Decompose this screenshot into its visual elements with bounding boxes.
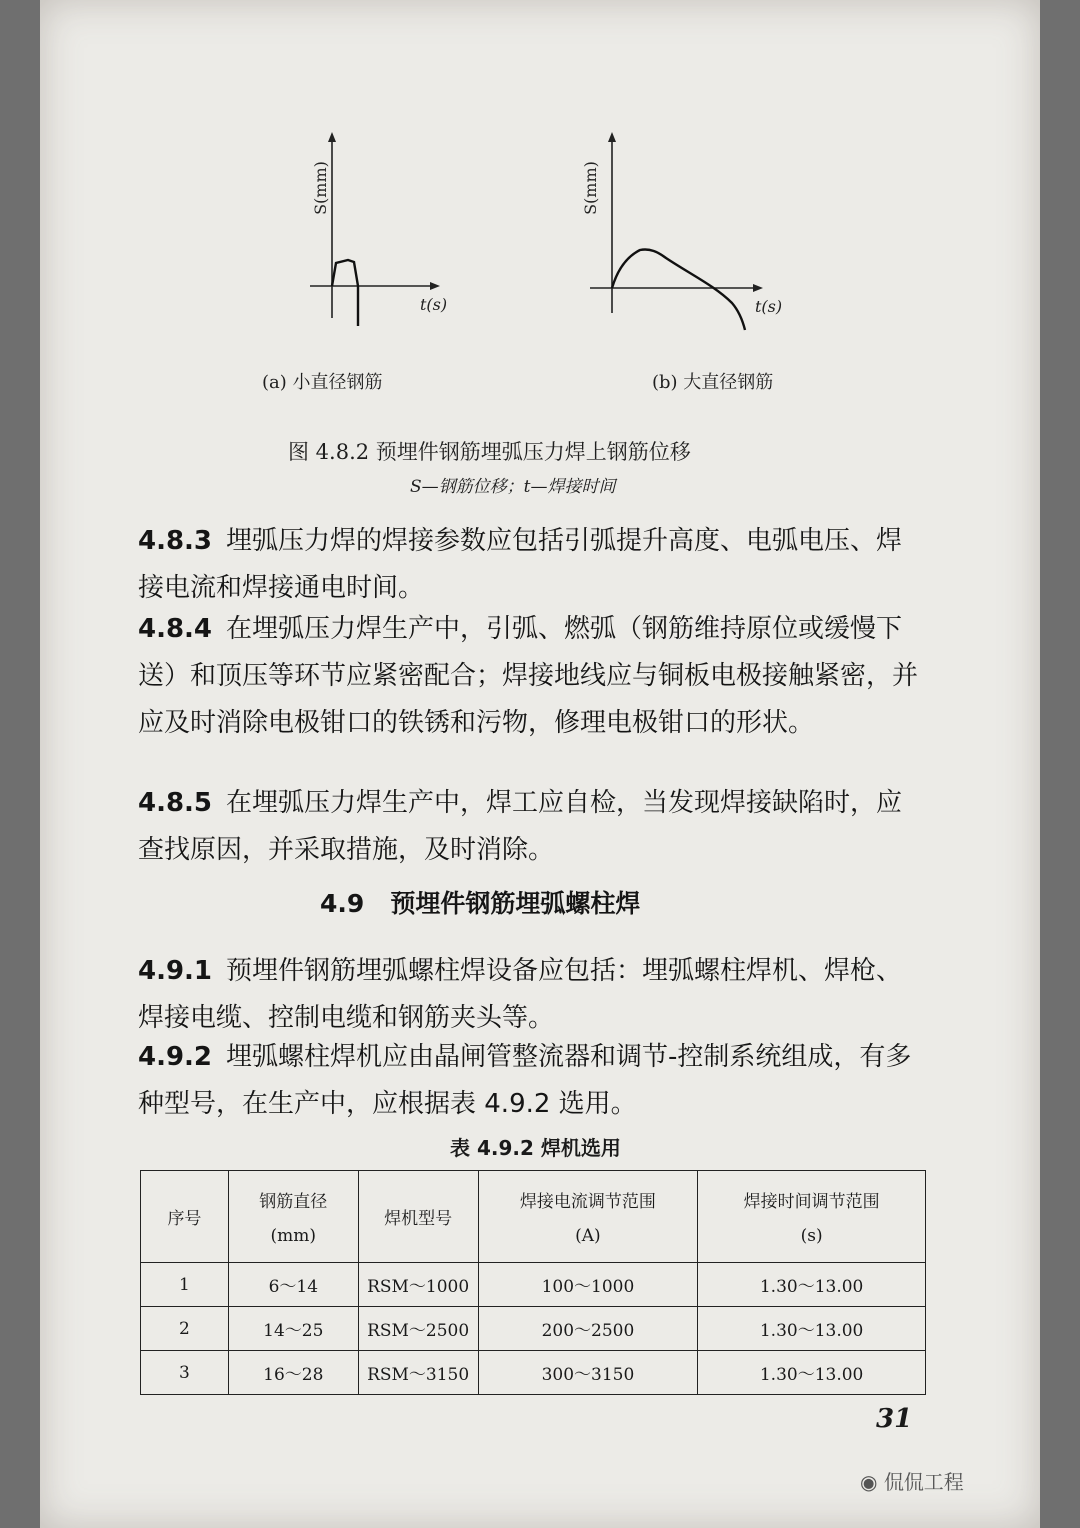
table-cell: 6～14 [228, 1263, 358, 1307]
document-page [40, 0, 1040, 1528]
y-axis-label: S(mm) [581, 161, 600, 215]
welder-selection-table [140, 1170, 926, 1395]
table-cell: 1.30～13.00 [698, 1307, 926, 1351]
table-cell: RSM～3150 [358, 1351, 478, 1395]
figure-subtitle: S—钢筋位移；t—焊接时间 [410, 477, 616, 497]
header-cell: 焊机型号 [358, 1171, 478, 1263]
table-cell: 1.30～13.00 [698, 1351, 926, 1395]
x-axis-arrow-icon [430, 282, 440, 290]
table-cell: 200～2500 [478, 1307, 698, 1351]
section-number: 4.9 [320, 889, 365, 918]
figure-caption-a: (a) 小直径钢筋 [262, 372, 383, 393]
table-cell: 14～25 [228, 1307, 358, 1351]
table-cell: 100～1000 [478, 1263, 698, 1307]
watermark-text: 侃侃工程 [883, 1470, 964, 1494]
page-number: 31 [876, 1404, 913, 1434]
paragraph-4-9-1 [138, 948, 924, 1042]
x-axis-label: t(s) [755, 297, 783, 316]
clause-text: 埋弧压力焊的焊接参数应包括引弧提升高度、电弧电压、焊接电流和焊接通电时间。 [138, 526, 903, 603]
table-cell: 2 [141, 1307, 229, 1351]
paragraph-4-8-5 [138, 780, 924, 874]
clause-number: 4.9.2 [138, 1042, 213, 1072]
paragraph-4-8-3 [138, 518, 924, 612]
displacement-curve [332, 260, 358, 326]
figure-panel-b [540, 118, 800, 338]
figure-title: 图 4.8.2 预埋件钢筋埋弧压力焊上钢筋位移 [288, 440, 691, 464]
table-row [141, 1307, 926, 1351]
table-cell: 1.30～13.00 [698, 1263, 926, 1307]
clause-text: 在埋弧压力焊生产中，焊工应自检，当发现焊接缺陷时，应查找原因，并采取措施，及时消除。 [138, 788, 903, 865]
clause-number: 4.8.5 [138, 788, 213, 818]
section-heading [320, 884, 640, 920]
table-cell: 16～28 [228, 1351, 358, 1395]
x-axis-arrow-icon [753, 284, 763, 292]
paragraph-4-9-2 [138, 1034, 924, 1128]
table-caption: 表 4.9.2 焊机选用 [450, 1136, 621, 1160]
clause-text: 预埋件钢筋埋弧螺柱焊设备应包括：埋弧螺柱焊机、焊枪、焊接电缆、控制电缆和钢筋夹头等。 [138, 956, 903, 1033]
figure-caption-b: (b) 大直径钢筋 [652, 372, 774, 393]
clause-number: 4.8.4 [138, 614, 213, 644]
paragraph-4-8-4 [138, 606, 924, 747]
table-row [141, 1263, 926, 1307]
table-cell: 3 [141, 1351, 229, 1395]
y-axis-arrow-icon [608, 132, 616, 142]
watermark [860, 1466, 964, 1495]
wechat-icon: ◉ [860, 1470, 878, 1494]
clause-text: 埋弧螺柱焊机应由晶闸管整流器和调节-控制系统组成，有多种型号，在生产中，应根据表 4.9.2 选用。 [138, 1042, 912, 1119]
clause-number: 4.8.3 [138, 526, 213, 556]
header-cell: 钢筋直径 (mm) [228, 1171, 358, 1263]
y-axis-label: S(mm) [311, 161, 330, 215]
table-row [141, 1351, 926, 1395]
table-cell: 300～3150 [478, 1351, 698, 1395]
header-cell: 焊接电流调节范围 (A) [478, 1171, 698, 1263]
clause-number: 4.9.1 [138, 956, 213, 986]
table-cell: 1 [141, 1263, 229, 1307]
figure-panel-a [270, 118, 470, 328]
table-cell: RSM～1000 [358, 1263, 478, 1307]
section-title: 预埋件钢筋埋弧螺柱焊 [390, 889, 641, 918]
y-axis-arrow-icon [328, 132, 336, 142]
x-axis-label: t(s) [420, 295, 448, 314]
displacement-curve [612, 249, 745, 330]
table-header-row [141, 1171, 926, 1263]
header-cell: 焊接时间调节范围 (s) [698, 1171, 926, 1263]
table-cell: RSM～2500 [358, 1307, 478, 1351]
clause-text: 在埋弧压力焊生产中，引弧、燃弧（钢筋维持原位或缓慢下送）和顶压等环节应紧密配合；焊接地线应与铜板电极接触紧密，并应及时消除电极钳口的铁锈和污物，修理电极钳口的形状。 [138, 614, 919, 738]
header-cell: 序号 [141, 1171, 229, 1263]
